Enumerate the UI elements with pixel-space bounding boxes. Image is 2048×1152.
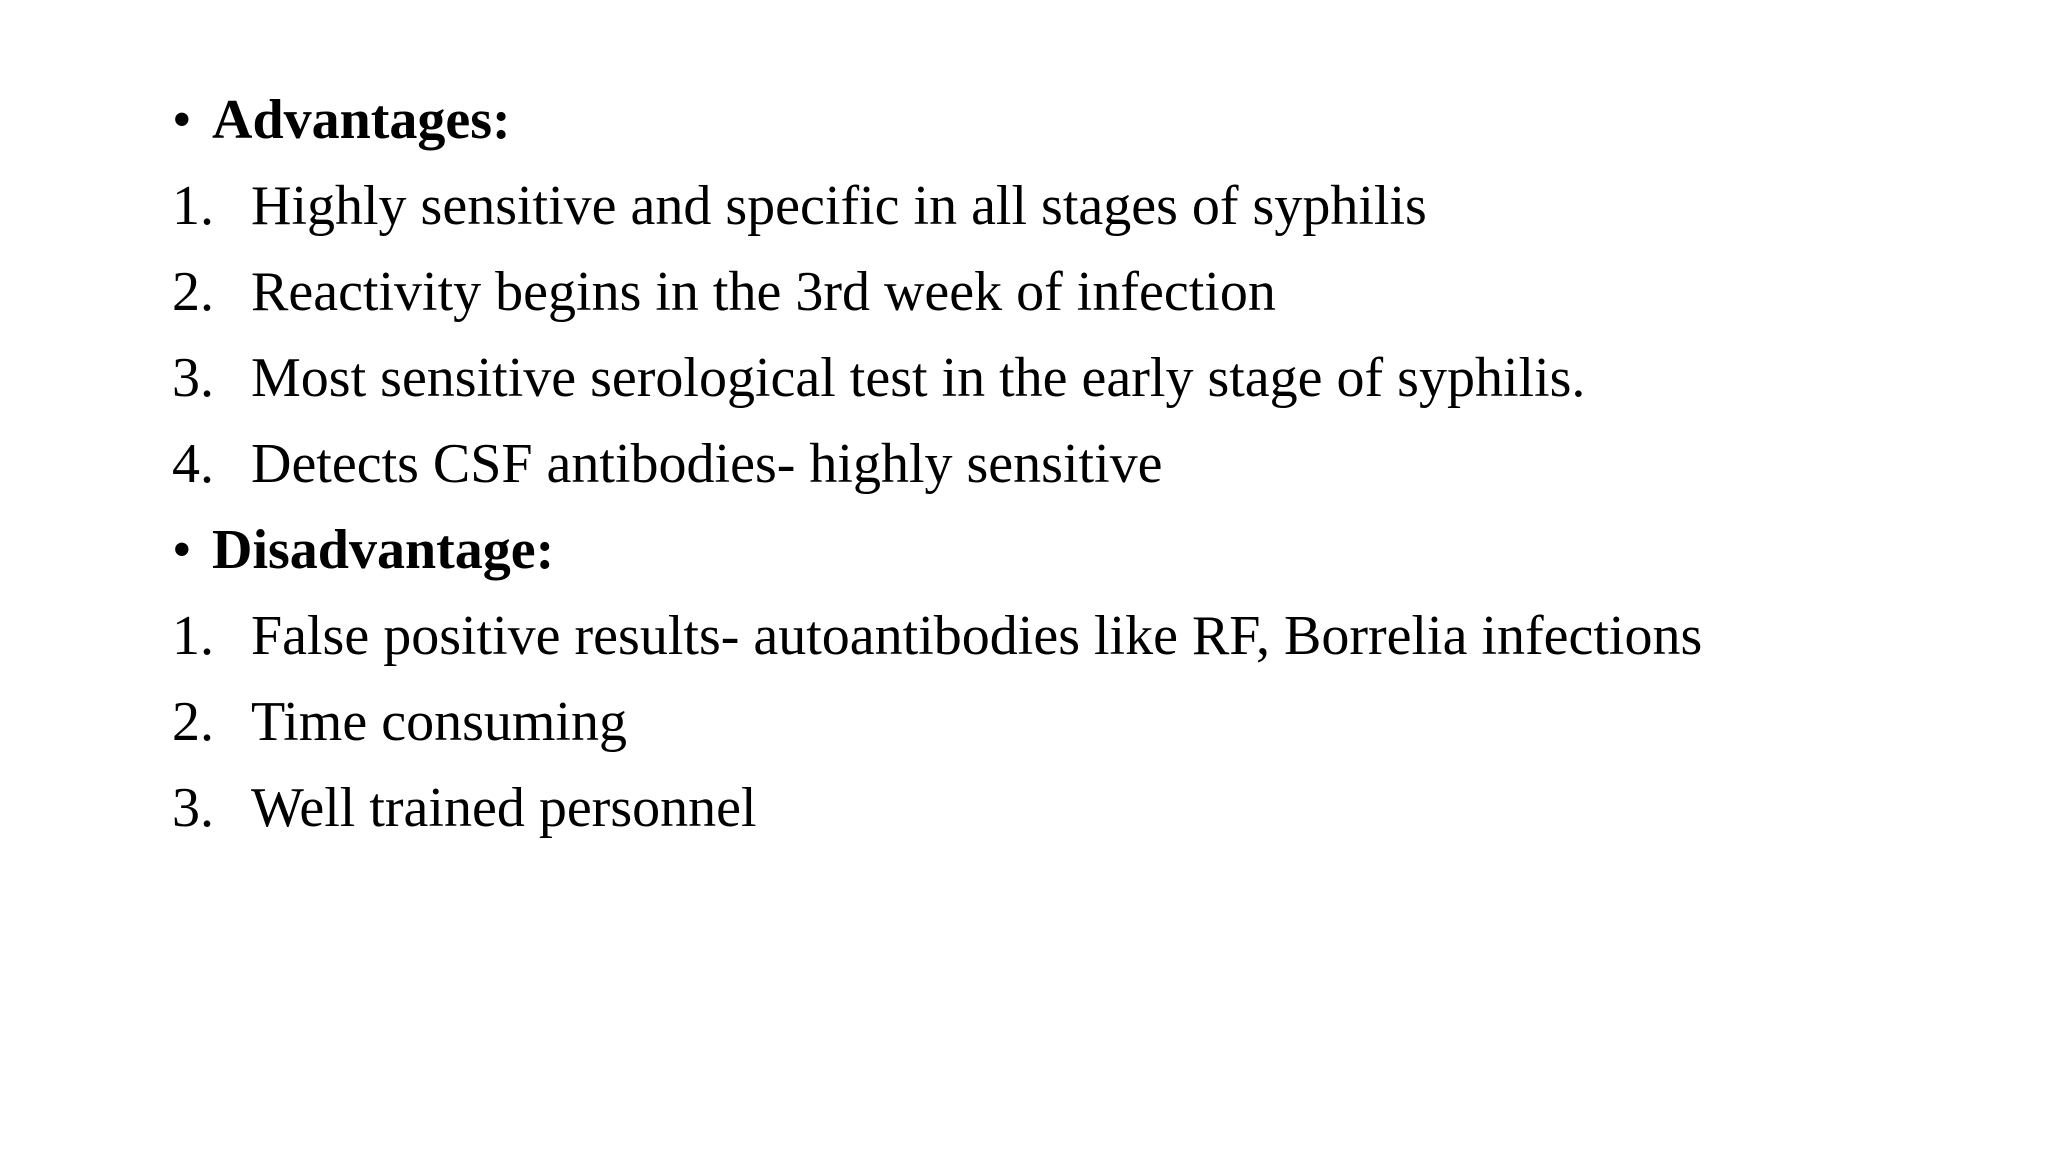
disadvantage-item-2: [172, 690, 1771, 754]
disadvantages-heading-row: [172, 518, 1892, 582]
item-text: Reactivity begins in the 3rd week of infection: [251, 261, 1276, 323]
advantage-item-1: [172, 174, 1771, 238]
item-text: Highly sensitive and specific in all stages of syphilis: [251, 175, 1427, 237]
advantage-item-2: [172, 260, 1771, 324]
item-number: 3.: [172, 777, 214, 839]
bullet-icon: •: [172, 89, 192, 151]
advantages-heading-row: [172, 88, 1892, 152]
item-number: 1.: [172, 605, 214, 667]
item-text: Most sensitive serological test in the early stage of syphilis.: [251, 347, 1586, 409]
slide-content: [172, 88, 1892, 862]
disadvantage-item-1: [172, 604, 1751, 668]
item-number: 2.: [172, 691, 214, 753]
item-number: 4.: [172, 433, 214, 495]
advantage-item-4: [172, 432, 1771, 496]
item-number: 2.: [172, 261, 214, 323]
disadvantages-heading: Disadvantage:: [212, 519, 555, 581]
advantage-item-3: [172, 346, 1771, 410]
disadvantage-item-3: [172, 776, 1771, 840]
item-text: Detects CSF antibodies- highly sensitive: [251, 433, 1163, 495]
item-number: 3.: [172, 347, 214, 409]
item-text: Time consuming: [251, 691, 627, 753]
item-text: Well trained personnel: [251, 777, 757, 839]
bullet-icon: •: [172, 519, 192, 581]
advantages-heading: Advantages:: [212, 89, 511, 151]
item-text: False positive results- autoantibodies like RF, Borrelia infections: [251, 605, 1703, 667]
item-number: 1.: [172, 175, 214, 237]
